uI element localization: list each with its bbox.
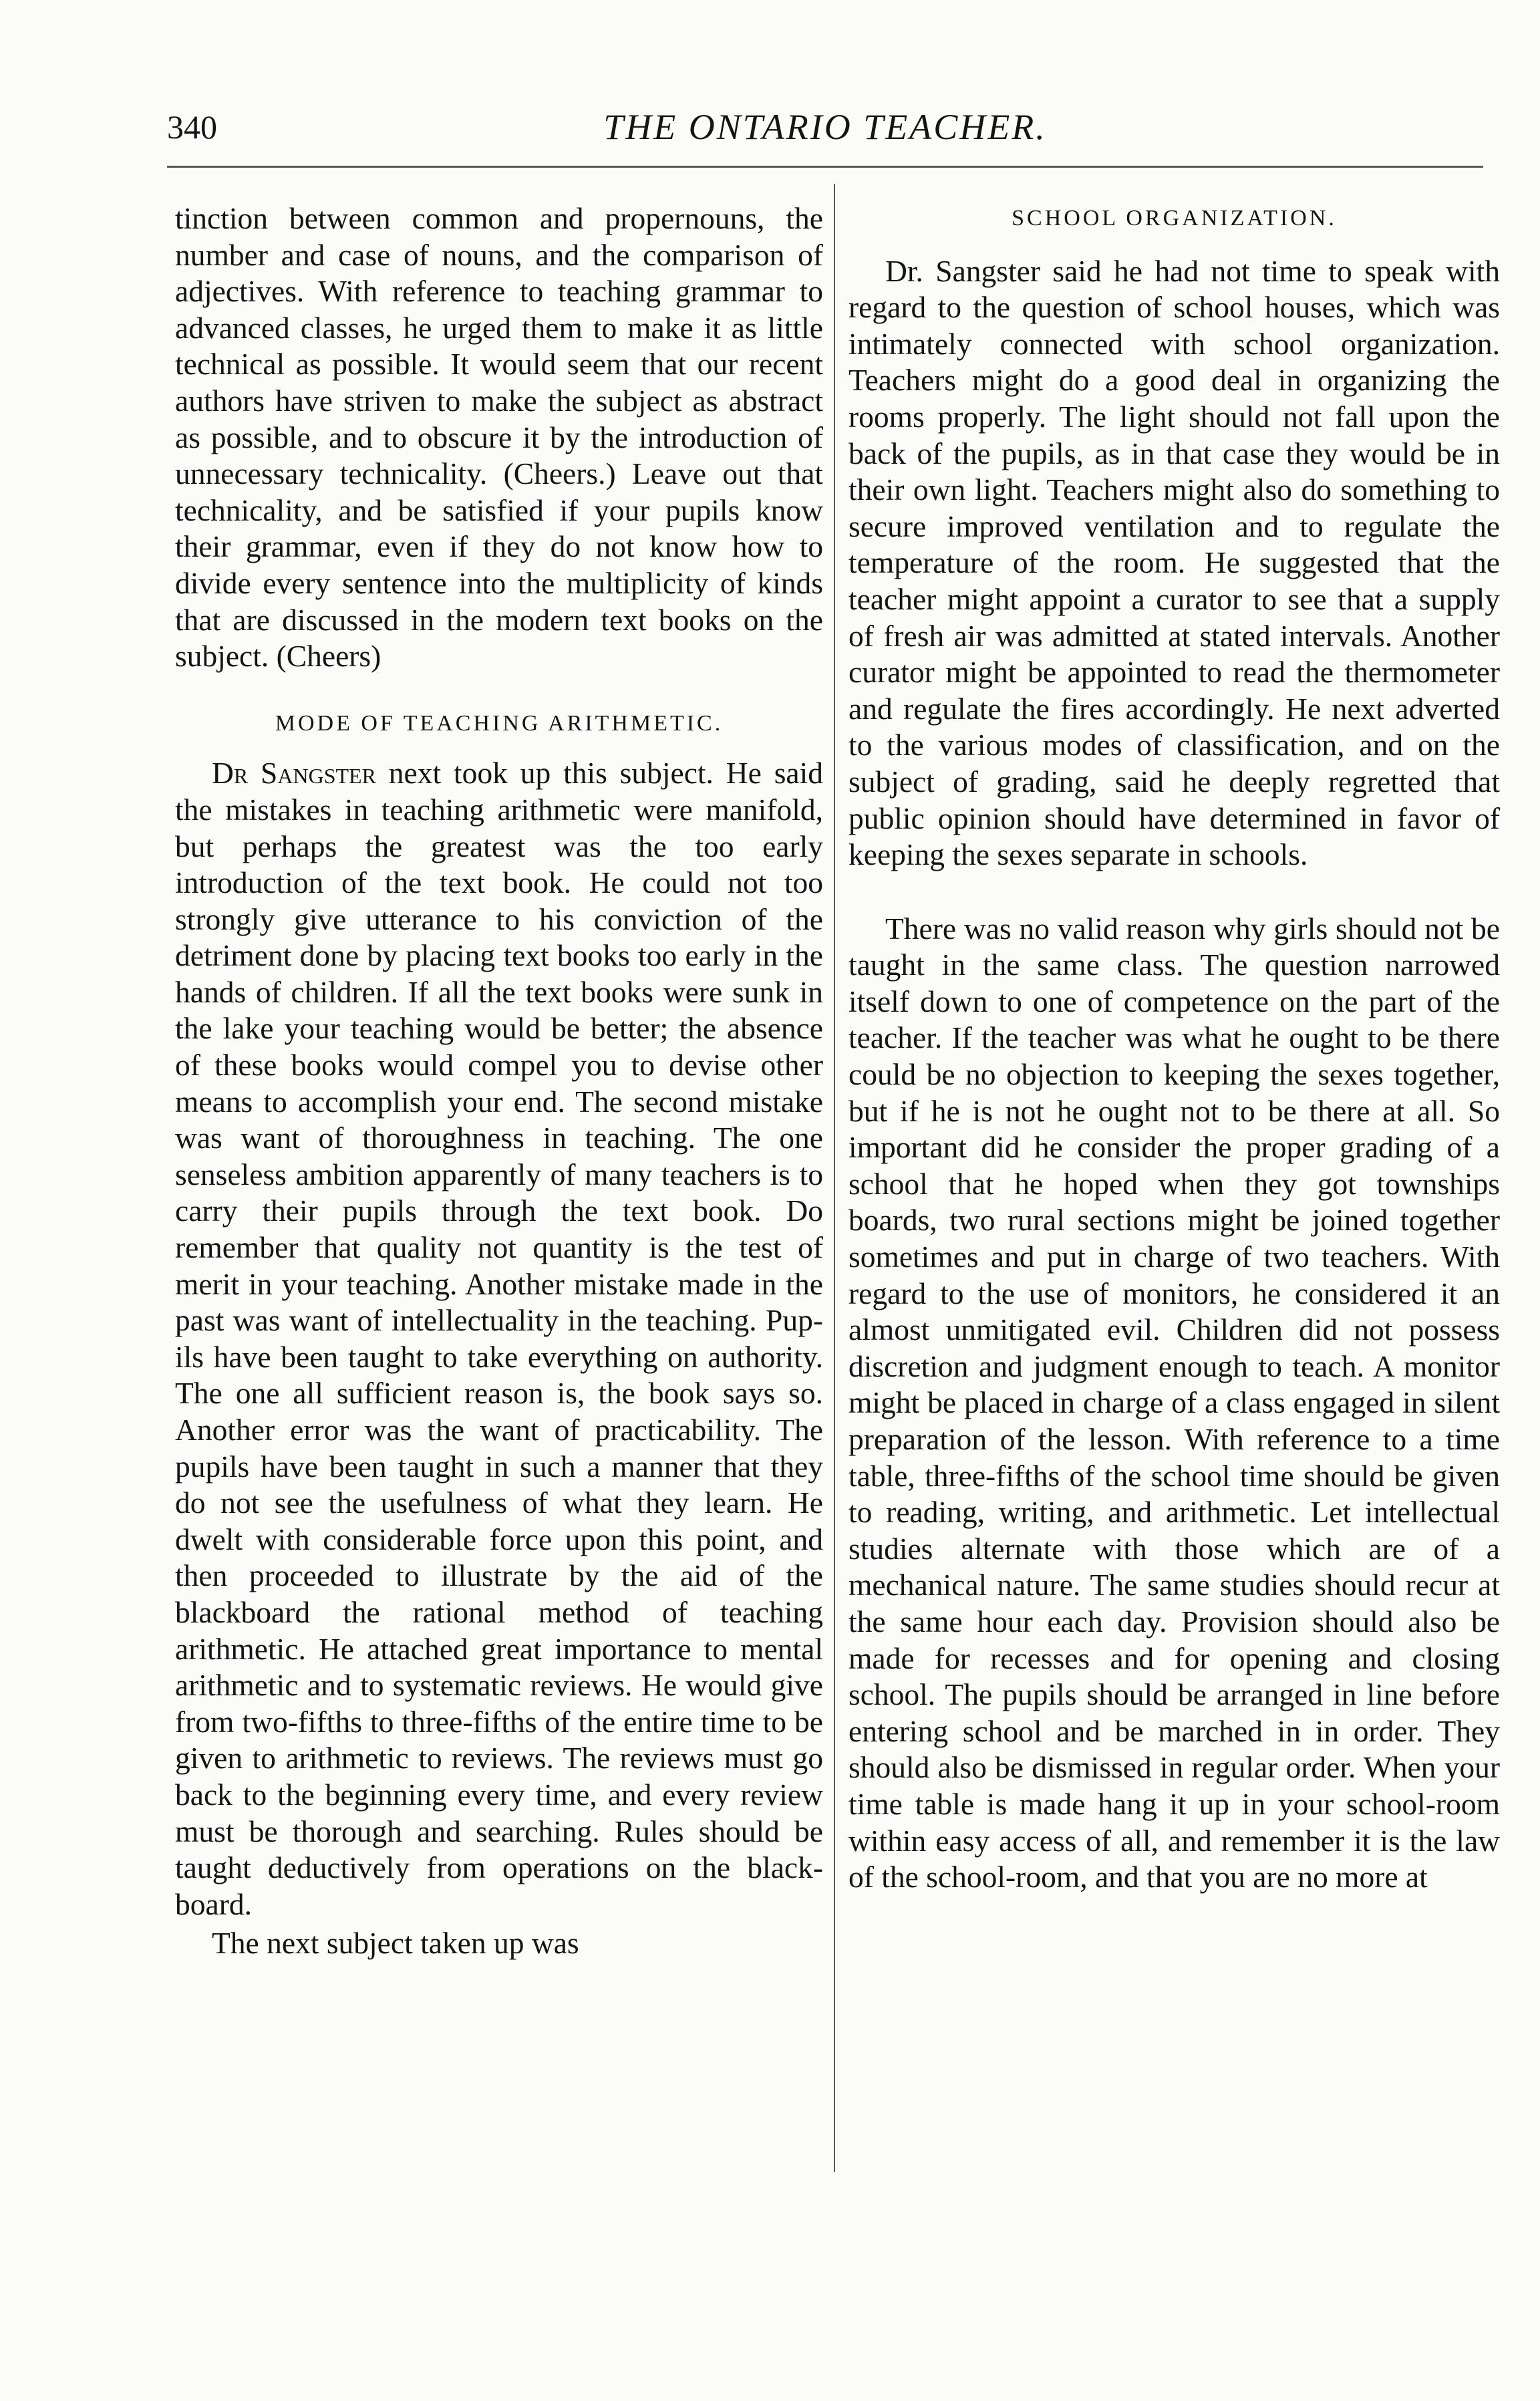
paragraph-arithmetic-text: next took up this subject. He said the mistakes in teaching arithmetic were manifold, but perhaps the greatest was the too early introduction of the text book. He could not too strongly give utterance to his conviction of the detriment done by placing text books too early in the hands of children. If all the text books were sunk in the lake your teaching would be better; the absence of these books would compel you to devise other means to accomplish your end. The second mistake was want of thoroughness in teaching. The one senseless ambition apparently of many teachers is to carry their pupils through the text book. Do remember that quality not quantity is the test of merit in your teaching. Another mistake made in the past was want of intellectuality in the teaching. Pupils have been taught to take everything on authority. The one all sufficient reason is, the book says so. Another error was the want of practicability. The pupils have been taught in such a manner that they do not see the usefulness of what they learn. He dwelt with considerable force upon this point, and then proceeded to illustrate by the aid of the blackboard the rational method of teaching arithmetic. He attached great importance to mental arithmetic and to systematic reviews. He would give from two-fifths to three-fifths of the entire time to be given to arithmetic to reviews. The reviews must go back to the beginning every time, and every review must be thorough and searching. Rules should be taught deductively from operations on the blackboard. [175, 756, 823, 1921]
left-column [175, 200, 823, 2259]
paragraph-organization: Dr. Sangster said he had not time to speak with regard to the question of school houses, which was intimately connected with school organization. Teachers might do a good deal in organizing the rooms properly. The light should not fall upon the back of the pupils, as in that case they would be in their own light. Teachers might also do something to secure improved ventilation and to regulate the temperature of the room. He suggested that the teacher might appoint a curator to see that a supply of fresh air was admitted at stated intervals. Another curator might be appointed to read the thermometer and regulate the fires accordingly. He next adverted to the various modes of classification, and on the subject of grading, said he deeply regretted that public opinion should have determined in favor of keeping the sexes separate in schools. [849, 253, 1500, 872]
column-rule [834, 184, 835, 2172]
header-rule [167, 166, 1483, 168]
speaker-name: Dr Sangster [212, 756, 376, 791]
page-number: 340 [167, 108, 217, 146]
paragraph-grading: There was no valid reason why girls should not be taught in the same class. The question narrowed itself down to one of competence on the part of the teacher. If the teacher was what he ought to be there could be no objection to keeping the sexes together, but if he is not he ought not to be there at all. So important did he consider the proper grading of a school that he hoped when they got townships boards, two rural sections might be joined together sometimes and put in charge of two teachers. With regard to the use of monitors, he considered it an almost unmitigated evil. Children did not possess discretion and judgment enough to teach. A monitor might be placed in charge of a class engaged in silent preparation of the lesson. With reference to a time table, three-fifths of the school time should be given to reading, writing, and arithmetic. Let intellectual studies alternate with those which are of a mechanical nature. The same studies should recur at the same hour each day. Provision should also be made for recesses and for opening and closing school. The pupils should be arranged in line before entering school and be marched in in order. They should also be dismissed in regular order. When your time table is made hang it up in your school-room within easy access of all, and remember it is the law of the school-room, and that you are no more at [849, 911, 1500, 1894]
right-column [849, 200, 1500, 2259]
paragraph-next-subject: The next subject taken up was [212, 1926, 579, 1961]
section-heading-organization: SCHOOL ORGANIZATION. [1012, 206, 1337, 231]
running-title: THE ONTARIO TEACHER. [603, 107, 1047, 147]
paragraph-grammar: tinction between common and propernouns, the number and case of nouns, and the comparison of adjectives. With reference to teaching grammar to advanced classes, he urged them to make it as little technical as possible. It would seem that our recent authors have striven to make the subject as abstract as possible, and to obscure it by the introduction of unnecessary technicality. (Cheers.) Leave out that technicality, and be satisfied if your pupils know their grammar, even if they do not know how to divide every sentence into the multiplicity of kinds that are discussed in the modern text books on the subject. (Cheers) [175, 201, 823, 674]
page-header [167, 100, 1483, 154]
section-heading-arithmetic: MODE OF TEACHING ARITHMETIC. [275, 710, 724, 736]
paragraph-arithmetic [175, 755, 823, 1923]
